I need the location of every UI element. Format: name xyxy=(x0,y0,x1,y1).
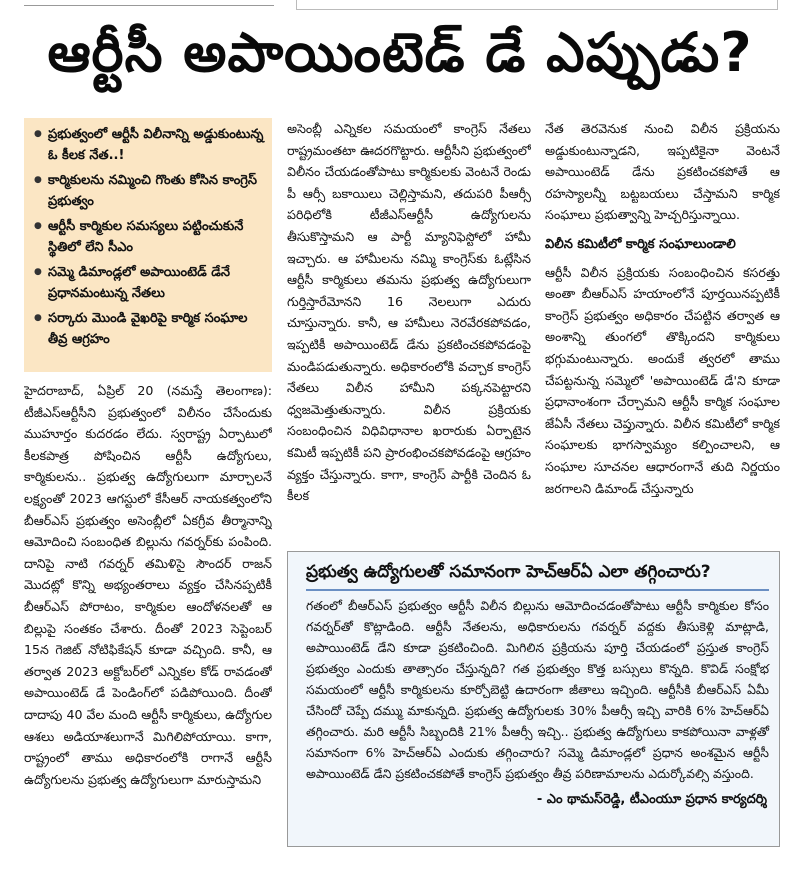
highlight-item xyxy=(34,124,264,166)
highlight-item xyxy=(34,170,264,212)
highlight-text: కార్మికులను నమ్మించి గొంతు కోసిన కాంగ్రెస్ ప్రభుత్వం xyxy=(48,173,257,209)
top-rule-right xyxy=(296,0,778,10)
article-text: నేత తెరవెనుక నుంచి విలీన ప్రక్రియను అడ్డుకుంటున్నాడని, ఇప్పటికైనా వెంటనే అపాయింటెడ్ డేను ప్రకటించకపోతే ఆ రహస్యాలన్నీ బట్టబయలు చేస్తామని కార్మిక సంఘాలు ప్రభుత్వాన్ని హెచ్చరిస్తున్నాయి. xyxy=(545,121,780,223)
section-subhead: విలీన కమిటీలో కార్మిక సంఘాలుండాలి xyxy=(545,236,736,252)
highlight-item xyxy=(34,216,264,258)
highlight-item xyxy=(34,308,264,350)
headline: ఆర్టీసీ అపాయింటెడ్ డే ఎప్పుడు? xyxy=(47,21,753,84)
article-column-1 xyxy=(24,380,272,870)
bullet-icon: ● xyxy=(34,267,42,277)
article-text: హైదరాబాద్, ఏప్రిల్ 20 (నమస్తే తెలంగాణ): టీజీఎస్‌ఆర్టీసీని ప్రభుత్వంలో విలీనం చేసేందుకు ముహూర్తం కుదరడం లేదు. స్వరాష్ట్ర ఏర్పాటులో కీలకపాత్ర పోషించిన ఆర్టీసీ ఉద్యోగులు, కార్మికులను.. ప్రభుత్వ ఉద్యోగులుగా మార్చాలనే లక్ష్యంతో 2023 ఆగస్టులో కేసీఆర్ నాయకత్వంలోని బీఆర్ఎస్ ప్రభుత్వం అసెంబ్లీలో ఏకగ్రీవ తీర్మానాన్ని ఆమోదించి సంబంధిత బిల్లును గవర్నర్‌కు పంపింది. దానిపై నాటి గవర్నర్ తమిళిసై సౌందర్ రాజన్ మొదట్లో కొన్ని అభ్యంతరాలు వ్యక్తం చేసినప్పటికీ బీఆర్ఎస్ పోరాటం, కార్మికుల ఆందోళనలతో ఆ బిల్లుపై సంతకం చేశారు. దీంతో 2023 సెప్టెంబర్ 15న గెజిట్ నోటిఫికేషన్ కూడా వచ్చింది. కానీ, ఆ తర్వాత 2023 అక్టోబర్‌లో ఎన్నికల కోడ్ రావడంతో అపాయింటెడ్ డే పెండింగ్‌లో పడిపోయింది. దీంతో దాదాపు 40 వేల మంది ఆర్టీసీ కార్మికులు, ఉద్యోగుల ఆశలు అడియాశలుగానే మిగిలిపోయాయి. కాగా, రాష్ట్రంలో తాము అధికారంలోకి రాగానే ఆర్టీసీ ఉద్యోగులను ప్రభుత్వ ఉద్యోగులుగా మారుస్తామని xyxy=(24,383,272,787)
highlight-text: సమ్మె డిమాండ్లలో అపాయింటెడ్ డేనే ప్రధానమంటున్న నేతలు xyxy=(48,265,231,301)
bullet-icon: ● xyxy=(34,313,42,323)
article-column-2 xyxy=(287,118,531,548)
highlight-item xyxy=(34,262,264,304)
highlight-text: సర్కారు మొండి వైఖరిపై కార్మిక సంఘాల తీవ్ర ఆగ్రహం xyxy=(48,311,248,347)
article-text: అసెంబ్లీ ఎన్నికల సమయంలో కాంగ్రెస్ నేతలు రాష్ట్రమంతటా ఊదరగొట్టారు. ఆర్టీసీని ప్రభుత్వంలో విలీనం చేయడంతోపాటు కార్మికులకు వెంటనే రెండు పీ ఆర్సీ బకాయిలు చెల్లిస్తామని, తదుపరి పీఆర్సీ పరిధిలోకి టీజీఎస్‌ఆర్టీసీ ఉద్యోగులను తీసుకొస్తామని ఆ పార్టీ మ్యానిఫెస్టోలో హామీ ఇచ్చారు. ఆ హామీలను నమ్మి కాంగ్రెస్‌కు ఓట్లేసిన ఆర్టీసీ కార్మికులు తమను ప్రభుత్వ ఉద్యోగులుగా గుర్తిస్తారేమోనని 16 నెలలుగా ఎదురు చూస్తున్నారు. కానీ, ఆ హామీలు నెరవేరకపోవడం, ఇప్పటికీ అపాయింటెడ్ డేను ప్రకటించకపోవడంపై మండిపడుతున్నారు. అధికారంలోకి వచ్చాక కాంగ్రెస్ నేతలు విలీన హామీని పక్కనపెట్టారని ధ్వజమెత్తుతున్నారు. విలీన ప్రక్రియకు సంబంధించిన విధివిధానాల ఖరారుకు ఏర్పాటైన కమిటీ ఇప్పటికీ పని ప్రారంభించకపోవడంపై ఆగ్రహం వ్యక్తం చేస్తున్నారు. కాగా, కాంగ్రెస్ పార్టీకి చెందిన ఓ కీలక xyxy=(287,121,531,504)
bullet-icon: ● xyxy=(34,221,42,231)
highlight-text: ఆర్టీసీ కార్మికుల సమస్యలు పట్టించుకునే స్థితిలో లేని సీఎం xyxy=(48,219,244,255)
quote-byline: - ఎం థామస్‌రెడ్డి, టీఎంయూ ప్రధాన కార్యదర్శి xyxy=(536,792,767,807)
quote-box xyxy=(287,551,780,847)
quote-box-title: ప్రభుత్వ ఉద్యోగులతో సమానంగా హెచ్‌ఆర్‌ఏ ఎలా తగ్గించారు? xyxy=(306,562,769,591)
article-text: ఆర్టీసీ విలీన ప్రక్రియకు సంబంధించిన కసరత్తు అంతా బీఆర్ఎస్ హయాంలోనే పూర్తయినప్పటికీ కాంగ్రెస్ ప్రభుత్వం అధికారం చేపట్టిన తర్వాత ఆ అంశాన్ని తుంగలో తొక్కిందని కార్మికులు భగ్గుమంటున్నారు. అందుకే త్వరలో తాము చేపట్టనున్న సమ్మెలో 'అపాయింటెడ్ డే'ని కూడా ప్రధానాంశంగా చేర్చామని ఆర్టీసీ కార్మిక సంఘాల జేఏసీ నేతలు చెప్తున్నారు. విలీన కమిటీలో కార్మిక సంఘాలకు భాగస్వామ్యం కల్పించాలని, ఆ సంఘాల సూచనల ఆధారంగానే తుది నిర్ణయం జరగాలని డిమాండ్ చేస్తున్నారు xyxy=(545,264,780,496)
highlights-box xyxy=(24,118,272,372)
quote-box-body: గతంలో బీఆర్ఎస్ ప్రభుత్వం ఆర్టీసీ విలీన బిల్లును ఆమోదించడంతోపాటు ఆర్టీసీ కార్మికుల కోసం గవర్నర్‌తో కొట్లాడింది. ఆర్టీసీ నేతలను, అధికారులను గవర్నర్ వద్దకు తీసుకెళ్లి మాట్లాడి, అపాయింటెడ్ డేని కూడా ప్రకటించింది. మిగిలిన ప్రక్రియను పూర్తి చేయడంలో ప్రస్తుత కాంగ్రెస్ ప్రభుత్వం ఎందుకు తాత్సారం చేస్తున్నది? గత ప్రభుత్వం కొత్త బస్సులు కొన్నది. కొవిడ్ సంక్షోభ సమయంలో ఆర్టీసీ కార్మికులను కూర్చోబెట్టి ఉదారంగా జీతాలు ఇచ్చింది. ఆర్టీసీకి బీఆర్ఎస్ ఏమీ చేసిందో చెప్పే దమ్ము మాకున్నది. ప్రభుత్వ ఉద్యోగులకు 30% పీఆర్సీ ఇచ్చి వారికి 6% హెచ్‌ఆర్‌ఏ తగ్గించారు. మరి ఆర్టీసీ సిబ్బందికి 21% పీఆర్సీ ఇచ్చి.. ప్రభుత్వ ఉద్యోగులు కాకపోయినా వాళ్లతో సమానంగా 6% హెచ్‌ఆర్‌ఏ ఎందుకు తగ్గించారు? సమ్మె డిమాండ్లలో ప్రధాన అంశమైన ఆర్టీసీ అపాయింటెడ్ డేని ప్రకటించకపోతే కాంగ్రెస్ ప్రభుత్వం తీవ్ర పరిణామాలను ఎదుర్కోవల్సి వస్తుంది. xyxy=(306,598,769,781)
bullet-icon: ● xyxy=(34,175,42,185)
article-column-3 xyxy=(545,118,780,548)
highlight-text: ప్రభుత్వంలో ఆర్టీసీ విలీనాన్ని అడ్డుకుంటున్న ఓ కీలక నేత..! xyxy=(48,127,264,163)
top-rule-left xyxy=(24,0,274,6)
bullet-icon: ● xyxy=(34,129,42,139)
